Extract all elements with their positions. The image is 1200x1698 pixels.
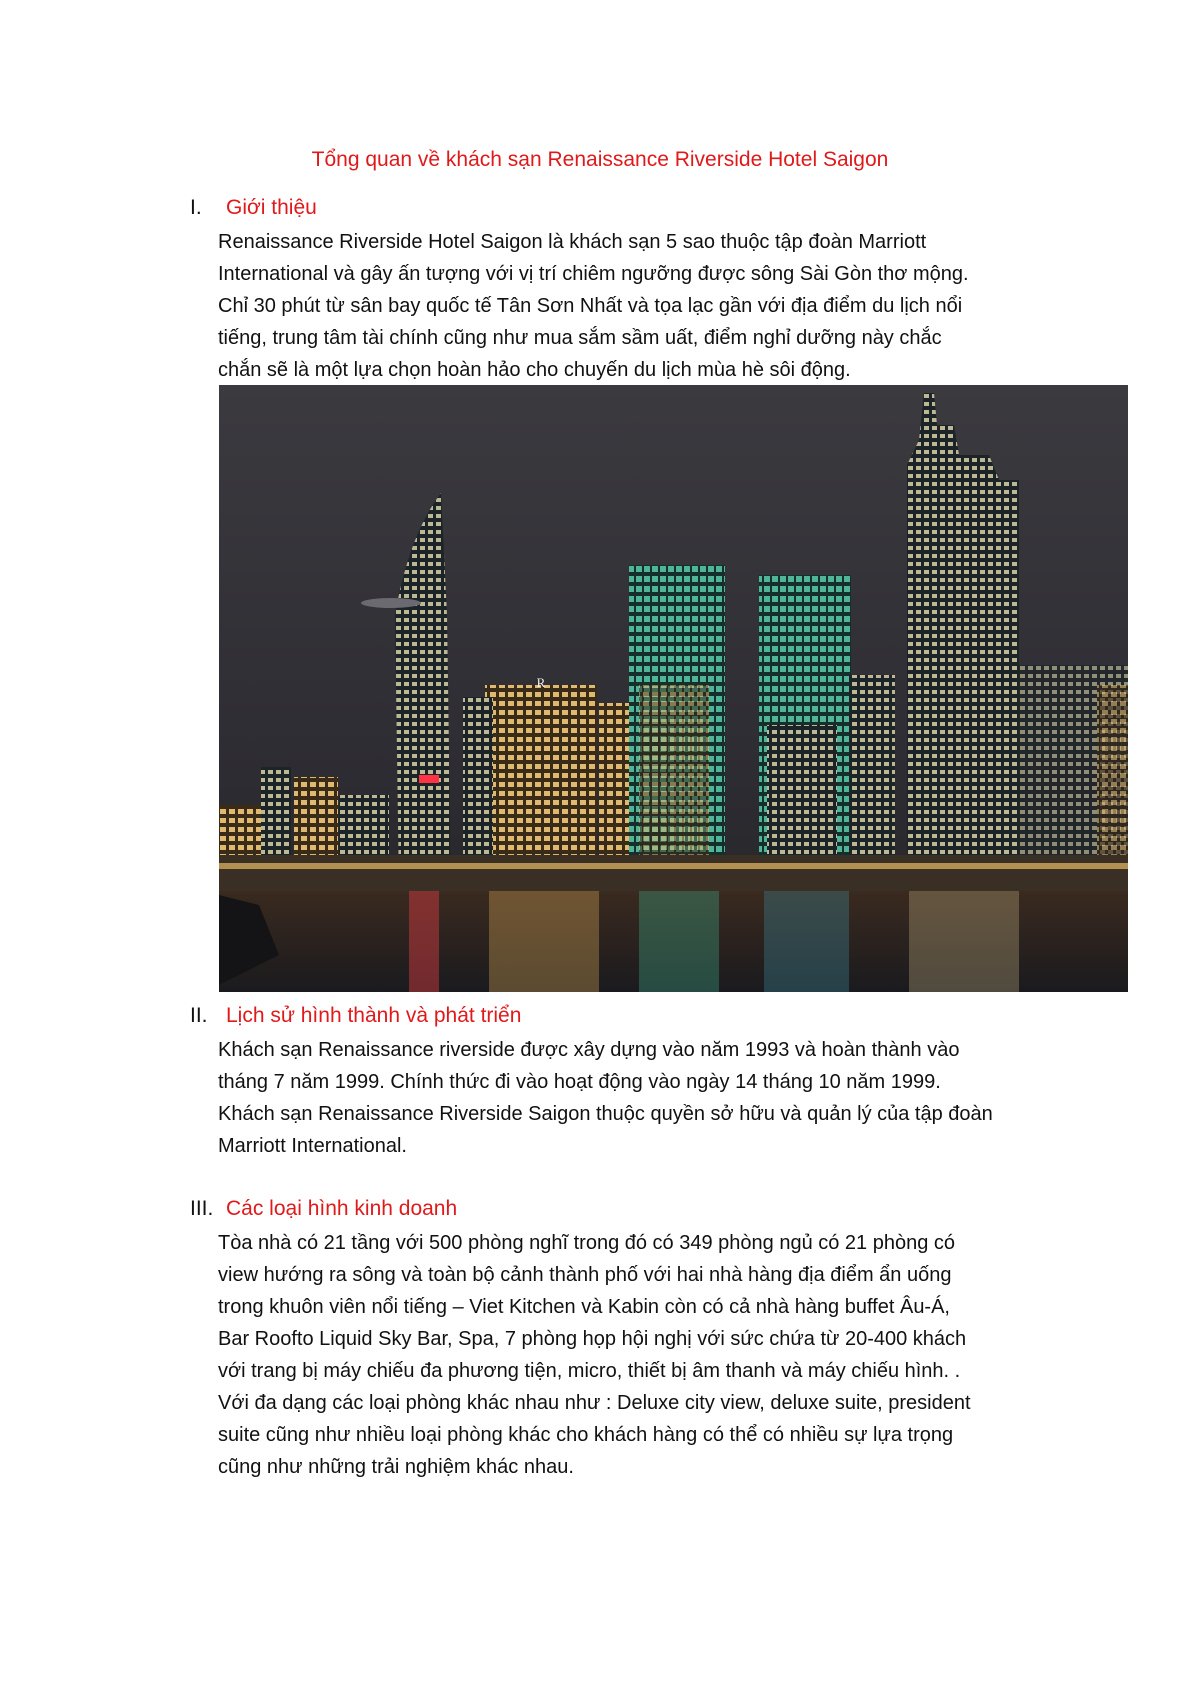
section-numeral: II. [190,1004,208,1027]
saigon-skyline-night-photo [219,385,1128,992]
body-line: Tòa nhà có 21 tầng với 500 phòng nghĩ trong đó có 349 phòng ngủ có 21 phòng có [218,1232,956,1254]
hotel-sign: R [536,675,546,690]
section-body-history [218,1034,1088,1162]
body-line: tháng 7 năm 1999. Chính thức đi vào hoạt động vào ngày 14 tháng 10 năm 1999. [218,1071,941,1093]
section-title: Lịch sử hình thành và phát triển [226,1004,522,1027]
body-line: trong khuôn viên nổi tiếng – Viet Kitchen và Kabin còn có cả nhà hàng buffet Âu-Á, [218,1296,950,1318]
body-line: Marriott International. [218,1135,407,1157]
section-numeral: I. [190,196,202,219]
section-title: Giới thiệu [226,196,317,219]
section-body-intro [218,226,1088,386]
body-line: Khách sạn Renaissance riverside được xây dựng vào năm 1993 và hoàn thành vào [218,1039,960,1061]
body-line: Bar Roofto Liquid Sky Bar, Spa, 7 phòng họp hội nghị với sức chứa từ 20-400 khách [218,1328,967,1350]
body-line: suite cũng như nhiều loại phòng khác cho khách hàng có thể có nhiều sự lựa trọng [218,1424,954,1446]
section-title: Các loại hình kinh doanh [226,1197,458,1220]
body-line: International và gây ấn tượng với vị trí chiêm ngưỡng được sông Sài Gòn thơ mộng. [218,263,969,285]
body-line: view hướng ra sông và toàn bộ cảnh thành phố với hai nhà hàng địa điểm ẩn uống [218,1264,952,1286]
section-numeral: III. [190,1197,214,1220]
body-line: Renaissance Riverside Hotel Saigon là khách sạn 5 sao thuộc tập đoàn Marriott [218,231,927,253]
body-line: Khách sạn Renaissance Riverside Saigon thuộc quyền sở hữu và quản lý của tập đoàn [218,1103,993,1125]
body-line: chắn sẽ là một lựa chọn hoàn hảo cho chuyến du lịch mùa hè sôi động. [218,359,851,381]
body-line: Chỉ 30 phút từ sân bay quốc tế Tân Sơn Nhất và tọa lạc gần với địa điểm du lịch nổi [218,295,963,317]
body-line: với trang bị máy chiếu đa phương tiện, micro, thiết bị âm thanh và máy chiếu hình. . [218,1360,961,1382]
document-title: Tổng quan về khách sạn Renaissance Riverside Hotel Saigon [311,148,889,171]
body-line: tiếng, trung tâm tài chính cũng như mua sắm sầm uất, điểm nghỉ dưỡng này chắc [218,327,942,349]
section-body-business [218,1227,1088,1483]
body-line: cũng như những trải nghiệm khác nhau. [218,1456,574,1478]
body-line: Với đa dạng các loại phòng khác nhau như : Deluxe city view, deluxe suite, president [218,1392,971,1414]
